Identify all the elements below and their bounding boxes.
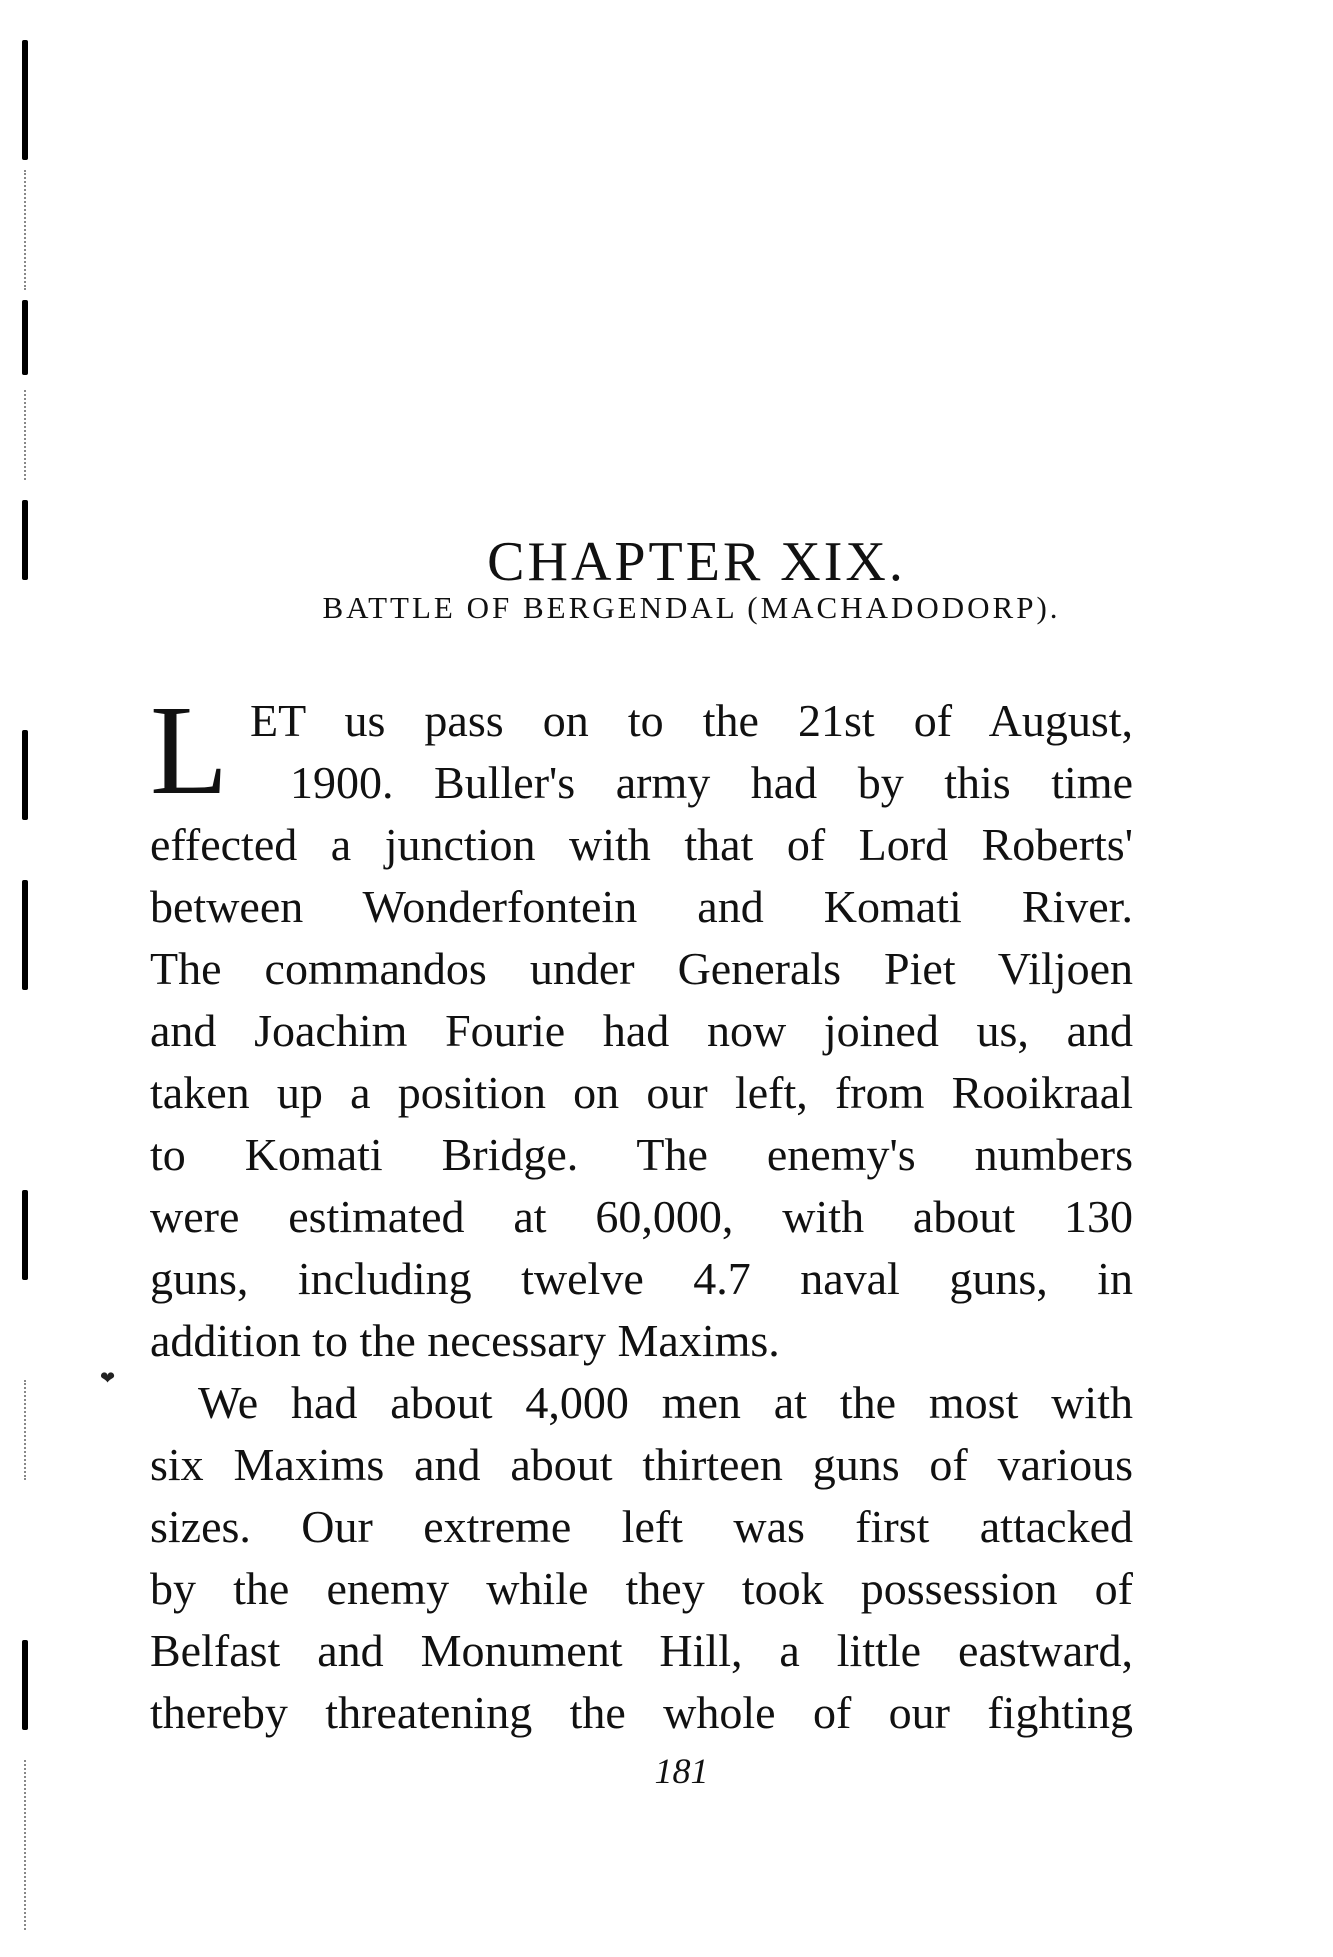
scan-edge-mark [22, 300, 28, 375]
text-line: Belfast and Monument Hill, a little eastward, [150, 1625, 1133, 1676]
text-line: effected a junction with that of Lord Roberts' [150, 819, 1133, 870]
text-line: were estimated at 60,000, with about 130 [150, 1191, 1133, 1242]
text-line: between Wonderfontein and Komati River. [150, 881, 1133, 932]
scan-edge-mark [22, 1190, 28, 1280]
margin-mark: ❤ [100, 1368, 116, 1389]
scan-edge-mark [22, 1640, 28, 1730]
scan-edge-mark [22, 730, 28, 820]
text-line: 1900. Buller's army had by this time [290, 757, 1133, 808]
text-line: thereby threatening the whole of our fighting [150, 1687, 1133, 1738]
scan-edge-mark [22, 880, 28, 990]
text-line: The commandos under Generals Piet Viljoen [150, 943, 1133, 994]
page-number: 181 [654, 1751, 709, 1791]
text-line: We had about 4,000 men at the most with [198, 1377, 1133, 1428]
text-line: ET us pass on to the 21st of August, [250, 695, 1133, 746]
text-line: sizes. Our extreme left was first attacked [150, 1501, 1133, 1552]
text-line: six Maxims and about thirteen guns of various [150, 1439, 1133, 1490]
scan-edge-mark [22, 40, 28, 160]
text-line: and Joachim Fourie had now joined us, and [150, 1005, 1133, 1056]
drop-cap: L [150, 679, 229, 821]
chapter-title: CHAPTER XIX. [487, 530, 906, 593]
scan-edge-dots [24, 1380, 28, 1480]
text-line: guns, including twelve 4.7 naval guns, in [150, 1253, 1133, 1304]
text-line: by the enemy while they took possession of [150, 1563, 1133, 1614]
scan-edge-dots [24, 170, 28, 290]
body-text [150, 690, 1133, 1744]
text-line: taken up a position on our left, from Rooikraal [150, 1067, 1133, 1118]
text-line: addition to the necessary Maxims. [150, 1315, 780, 1366]
text-line: to Komati Bridge. The enemy's numbers [150, 1129, 1133, 1180]
chapter-subtitle: BATTLE OF BERGENDAL (MACHADODORP). [322, 590, 1061, 625]
scan-edge-dots [24, 390, 28, 480]
